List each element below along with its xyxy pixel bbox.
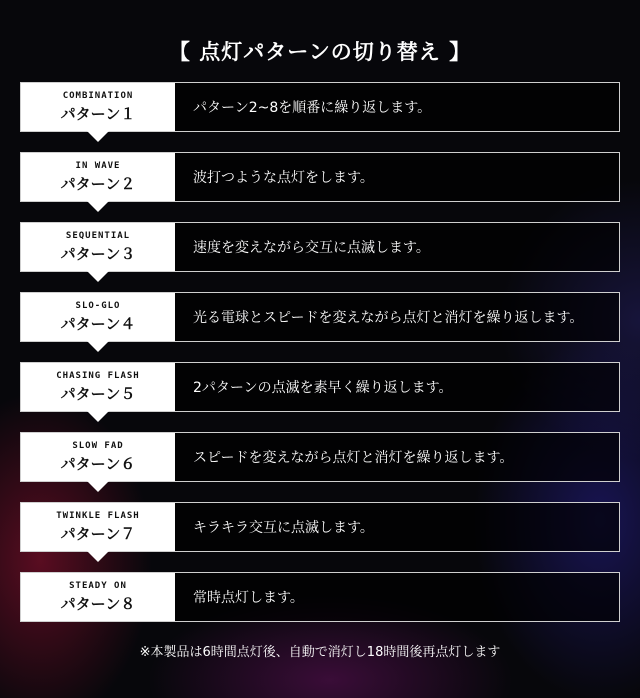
pattern-english-name: CHASING FLASH (56, 371, 140, 381)
pattern-number: パターン８ (60, 595, 136, 613)
pattern-number: パターン５ (60, 385, 136, 403)
pattern-number: パターン４ (60, 315, 136, 333)
pattern-english-name: STEADY ON (69, 581, 127, 591)
page-title: 【 点灯パターンの切り替え 】 (168, 40, 472, 64)
pattern-description: キラキラ交互に点滅します。 (175, 503, 619, 551)
pattern-description: 光る電球とスピードを変えながら点灯と消灯を繰り返します。 (175, 293, 619, 341)
pattern-english-name: SEQUENTIAL (65, 231, 131, 241)
pattern-label (21, 293, 175, 341)
pattern-label (21, 573, 175, 621)
pattern-row-1 (20, 82, 620, 132)
pattern-label (21, 83, 175, 131)
pattern-label (21, 223, 175, 271)
pattern-label (21, 153, 175, 201)
pattern-list (20, 82, 620, 642)
pattern-row-5 (20, 362, 620, 412)
pattern-row-8 (20, 572, 620, 622)
pattern-description: 2パターンの点滅を素早く繰り返します。 (175, 363, 619, 411)
pattern-row-7 (20, 502, 620, 552)
pattern-description: 速度を変えながら交互に点滅します。 (175, 223, 619, 271)
pattern-english-name: IN WAVE (75, 161, 121, 171)
pattern-row-6 (20, 432, 620, 482)
pattern-description: 波打つような点灯をします。 (175, 153, 619, 201)
pattern-english-name: SLO-GLO (75, 301, 121, 311)
pattern-english-name: TWINKLE FLASH (56, 511, 140, 521)
pattern-number: パターン２ (60, 175, 136, 193)
pattern-label (21, 503, 175, 551)
pattern-row-3 (20, 222, 620, 272)
pattern-label (21, 433, 175, 481)
pattern-description: パターン2~8を順番に繰り返します。 (175, 83, 619, 131)
footnote: ※本製品は6時間点灯後、自動で消灯し18時間後再点灯します (139, 645, 501, 660)
pattern-english-name: SLOW FAD (72, 441, 124, 451)
pattern-description: スピードを変えながら点灯と消灯を繰り返します。 (175, 433, 619, 481)
pattern-number: パターン１ (60, 105, 136, 123)
pattern-label (21, 363, 175, 411)
pattern-number: パターン３ (60, 245, 136, 263)
pattern-number: パターン６ (60, 455, 136, 473)
pattern-description: 常時点灯します。 (175, 573, 619, 621)
pattern-row-2 (20, 152, 620, 202)
pattern-english-name: COMBINATION (62, 91, 134, 101)
pattern-number: パターン７ (60, 525, 136, 543)
pattern-row-4 (20, 292, 620, 342)
